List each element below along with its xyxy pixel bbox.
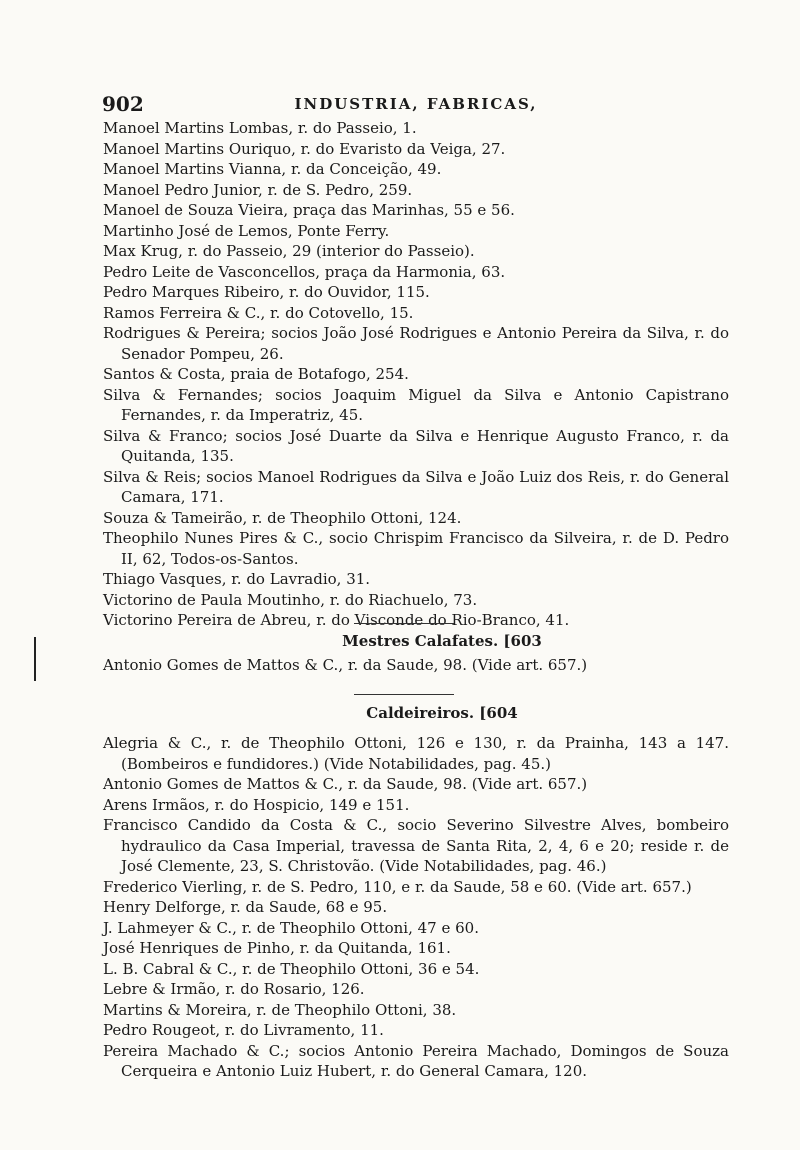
section-caldeireiros	[103, 703, 729, 1082]
list-item: Thiago Vasques, r. do Lavradio, 31.	[103, 570, 371, 588]
list-item: Pedro Leite de Vasconcellos, praça da Harmonia, 63.	[103, 262, 506, 281]
list-item: Frederico Vierling, r. de S. Pedro, 110, e r. da Saude, 58 e 60. (Vide art. 657.)	[103, 877, 692, 896]
list-item: Souza & Tameirão, r. de Theophilo Ottoni, 124.	[103, 508, 462, 527]
list-item: Rodrigues & Pereira; socios João José Rodrigues e Antonio Pereira da Silva, r. do Senador Pompeu, 26.	[103, 324, 729, 363]
page-header	[102, 92, 730, 116]
list-item: J. Lahmeyer & C., r. de Theophilo Ottoni, 47 e 60.	[103, 918, 479, 937]
list-item: Francisco Candido da Costa & C., socio Severino Silvestre Alves, bombeiro hydraulico da Casa Imperial, travessa de Santa Rita, 2, 4, 6 e 20; reside r. de José Clemente, 23, S. Christovão. (Vide Notabilidades, pag. 46.)	[103, 816, 729, 875]
list-item: Silva & Franco; socios José Duarte da Silva e Henrique Augusto Franco, r. da Quitanda, 135.	[103, 426, 729, 465]
list-item: Manoel Martins Ouriquo, r. do Evaristo da Veiga, 27.	[103, 139, 506, 158]
section-divider	[354, 623, 454, 624]
continued-entries	[103, 118, 729, 631]
section-mestres-calafates	[103, 631, 729, 676]
list-item: Antonio Gomes de Mattos & C., r. da Saude, 98. (Vide art. 657.)	[103, 656, 588, 674]
list-item: Victorino de Paula Moutinho, r. do Riachuelo, 73.	[103, 590, 478, 609]
list-item: Martinho José de Lemos, Ponte Ferry.	[103, 221, 390, 240]
section-heading: Caldeireiros. [604	[366, 704, 518, 722]
list-item: José Henriques de Pinho, r. da Quitanda, 161.	[103, 939, 451, 957]
list-item: Max Krug, r. do Passeio, 29 (interior do Passeio).	[103, 242, 475, 260]
list-item: Arens Irmãos, r. do Hospicio, 149 e 151.	[103, 795, 410, 814]
list-item: Pedro Marques Ribeiro, r. do Ouvidor, 115.	[103, 283, 430, 301]
list-item: Henry Delforge, r. da Saude, 68 e 95.	[103, 898, 388, 916]
list-item: Antonio Gomes de Mattos & C., r. da Saude, 98. (Vide art. 657.)	[103, 775, 588, 793]
section-heading: Mestres Calafates. [603	[342, 632, 542, 650]
list-item: Manoel Martins Vianna, r. da Conceição, 49.	[103, 160, 442, 178]
list-item: Lebre & Irmão, r. do Rosario, 126.	[103, 980, 365, 998]
list-item: Martins & Moreira, r. de Theophilo Ottoni, 38.	[103, 1000, 457, 1019]
section-divider	[354, 694, 454, 695]
list-item: Pedro Rougeot, r. do Livramento, 11.	[103, 1021, 384, 1039]
list-item: Theophilo Nunes Pires & C., socio Chrispim Francisco da Silveira, r. de D. Pedro II, 62, Todos-os-Santos.	[103, 529, 729, 568]
page-number: 902	[102, 92, 144, 116]
list-item: Victorino Pereira de Abreu, r. do Visconde do Rio-Branco, 41.	[103, 611, 570, 629]
running-head: INDUSTRIA, FABRICAS,	[294, 95, 538, 113]
list-item: Manoel Martins Lombas, r. do Passeio, 1.	[103, 119, 417, 137]
list-item: Alegria & C., r. de Theophilo Ottoni, 126 e 130, r. da Prainha, 143 a 147. (Bombeiros e fundidores.) (Vide Notabilidades, pag. 45.)	[103, 734, 729, 773]
list-item: Manoel de Souza Vieira, praça das Marinhas, 55 e 56.	[103, 201, 515, 219]
list-item: Manoel Pedro Junior, r. de S. Pedro, 259.	[103, 180, 413, 199]
list-item: L. B. Cabral & C., r. de Theophilo Ottoni, 36 e 54.	[103, 959, 480, 978]
list-item: Silva & Fernandes; socios Joaquim Miguel da Silva e Antonio Capistrano Fernandes, r. da Imperatriz, 45.	[103, 385, 729, 424]
list-item: Ramos Ferreira & C., r. do Cotovello, 15.	[103, 303, 414, 322]
list-item: Santos & Costa, praia de Botafogo, 254.	[103, 365, 409, 383]
margin-mark	[34, 637, 36, 681]
list-item: Silva & Reis; socios Manoel Rodrigues da Silva e João Luiz dos Reis, r. do General Camara, 171.	[103, 467, 729, 506]
list-item: Pereira Machado & C.; socios Antonio Pereira Machado, Domingos de Souza Cerqueira e Antonio Luiz Hubert, r. do General Camara, 120.	[103, 1041, 729, 1080]
